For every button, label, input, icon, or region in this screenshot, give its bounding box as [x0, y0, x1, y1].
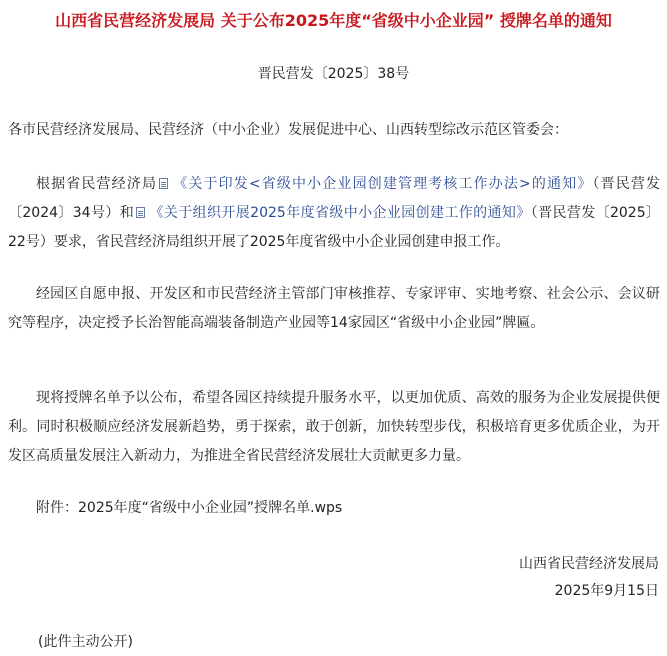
document-icon [159, 178, 168, 189]
notice-title: 山西省民营经济发展局 关于公布2025年度“省级中小企业园” 授牌名单的通知 [55, 11, 612, 30]
reference-link-1[interactable]: 《关于印发<省级中小企业园创建管理考核工作办法>的通知》 [172, 176, 593, 192]
attachment [36, 497, 342, 519]
salutation: 各市民营经济发展局、民营经济（中小企业）发展促进中心、山西转型综改示范区管委会： [8, 122, 568, 138]
paragraph-3: 现将授牌名单予以公布，希望各园区持续提升服务水平，以更加优质、高效的服务为企业发展提供便利。同时积极顺应经济发展新趋势，勇于探索，敢于创新，加快转型步伐，积极培育更多优质企业，为开发区高质量发展注入新动力，为推进全省民营经济发展壮大贡献更多力量。 [8, 390, 660, 464]
disclosure-note: (此件主动公开) [38, 634, 133, 650]
paragraph-1-suffix: （晋民营发〔2025〕22号）要求，省民营经济局组织开展了2025年度省级中小企业园创建申报工作。 [8, 205, 660, 250]
attachment-file-link[interactable]: 2025年度“省级中小企业园”授牌名单.wps [78, 500, 343, 516]
issue-date: 2025年9月15日 [554, 583, 659, 599]
document-icon [136, 207, 145, 218]
paragraph-1-middle: （晋民营发〔2024〕34号）和 [8, 176, 661, 221]
paragraph-1 [8, 170, 660, 257]
document-number: 晋民营发〔2025〕38号 [257, 66, 410, 82]
paragraph-1-prefix: 根据省民营经济局 [36, 176, 158, 192]
issuer: 山西省民营经济发展局 [519, 556, 659, 572]
attachment-label: 附件： [36, 500, 78, 516]
paragraph-2: 经园区自愿申报、开发区和市民营经济主管部门审核推荐、专家评审、实地考察、社会公示、会议研究等程序，决定授予长治智能高端装备制造产业园等14家园区“省级中小企业园”牌匾。 [8, 286, 660, 331]
reference-link-2[interactable]: 《关于组织开展2025年度省级中小企业园创建工作的通知》 [149, 205, 531, 221]
